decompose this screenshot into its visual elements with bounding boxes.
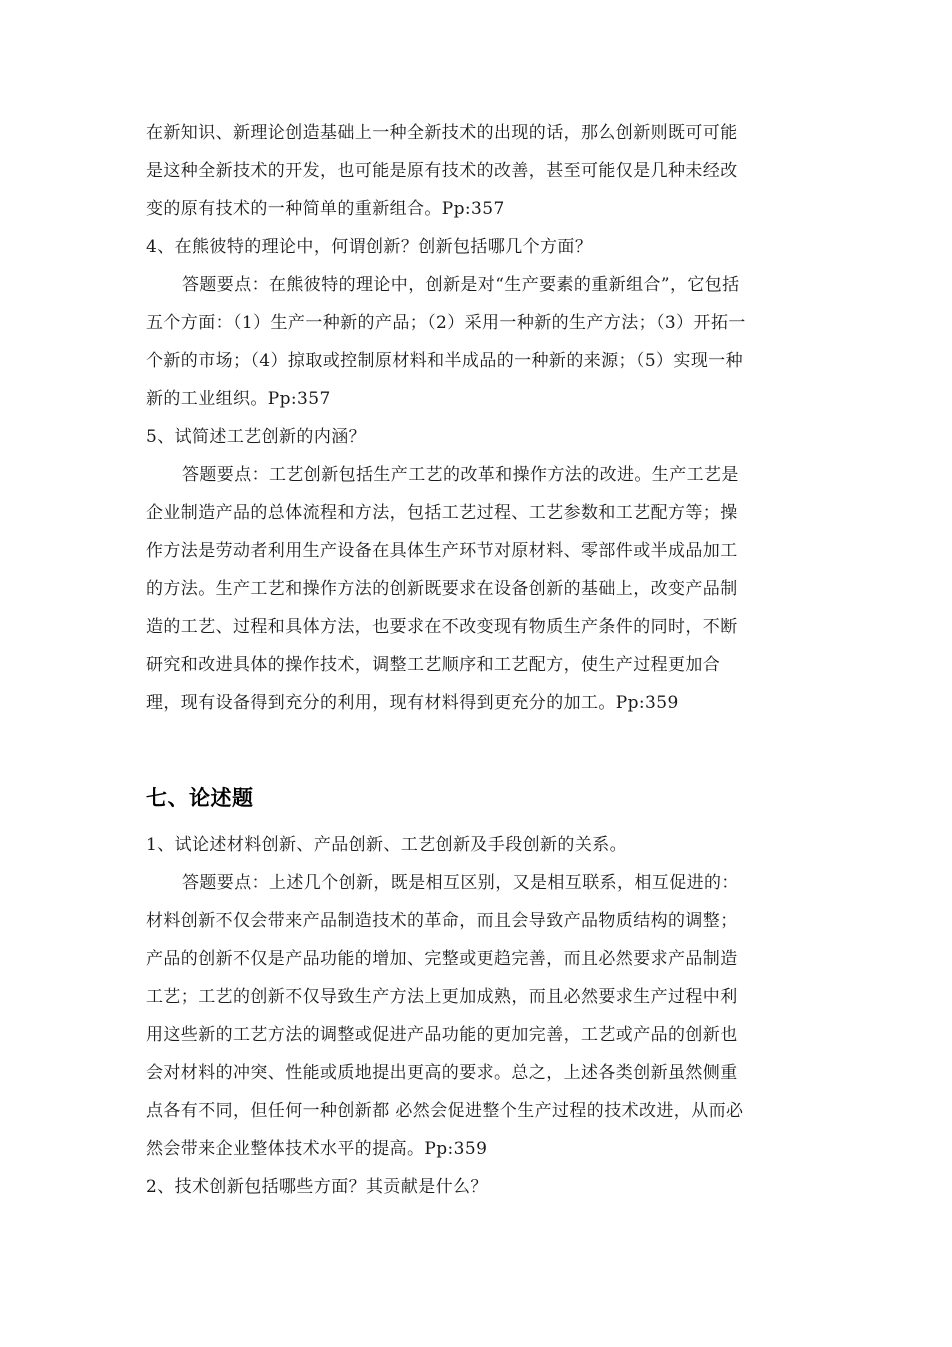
answer-line: 新的工业组织。Pp:357 [146,389,331,409]
answer-line: 然会带来企业整体技术水平的提高。Pp:359 [146,1139,488,1159]
text-line: 是这种全新技术的开发，也可能是原有技术的改善，甚至可能仅是几种未经改 [146,161,738,181]
answer-line: 点各有不同，但任何一种创新都 必然会促进整个生产过程的技术改进，从而必 [146,1101,744,1121]
question-text: 1、试论述材料创新、产品创新、工艺创新及手段创新的关系。 [146,835,628,855]
answer-line: 答题要点：上述几个创新，既是相互区别，又是相互联系，相互促进的： [182,873,739,893]
answer-line: 个新的市场；（4）掠取或控制原材料和半成品的一种新的来源；（5）实现一种 [146,351,744,371]
essay-question-2 [146,1168,810,1206]
question-text: 5、试简述工艺创新的内涵？ [146,427,367,447]
answer-line: 研究和改进具体的操作技术，调整工艺顺序和工艺配方，使生产过程更加合 [146,655,721,675]
answer-line: 会对材料的冲突、性能或质地提出更高的要求。总之，上述各类创新虽然侧重 [146,1063,738,1083]
answer-line: 的方法。生产工艺和操作方法的创新既要求在设备创新的基础上，改变产品制 [146,579,738,599]
answer-line: 产品的创新不仅是产品功能的增加、完整或更趋完善，而且必然要求产品制造 [146,949,738,969]
spacer [146,722,810,760]
continued-paragraph [146,114,810,228]
answer-line: 理，现有设备得到充分的利用，现有材料得到更充分的加工。Pp:359 [146,693,679,713]
question-4 [146,228,810,418]
document-page [146,114,810,1206]
text-line: 变的原有技术的一种简单的重新组合。Pp:357 [146,199,505,219]
essay-question-1 [146,826,810,1168]
answer-line: 作方法是劳动者利用生产设备在具体生产环节对原材料、零部件或半成品加工 [146,541,738,561]
answer-line: 工艺；工艺的创新不仅导致生产方法上更加成熟，而且必然要求生产过程中利 [146,987,738,1007]
answer-line: 五个方面：（1）生产一种新的产品；（2）采用一种新的生产方法；（3）开拓一 [146,313,746,333]
answer-line: 企业制造产品的总体流程和方法，包括工艺过程、工艺参数和工艺配方等；操 [146,503,738,523]
answer-line: 造的工艺、过程和具体方法，也要求在不改变现有物质生产条件的同时，不断 [146,617,738,637]
answer-line: 材料创新不仅会带来产品制造技术的革命，而且会导致产品物质结构的调整； [146,911,738,931]
answer-line: 用这些新的工艺方法的调整或促进产品功能的更加完善，工艺或产品的创新也 [146,1025,738,1045]
question-5 [146,418,810,722]
question-text: 2、技术创新包括哪些方面？其贡献是什么？ [146,1177,488,1197]
section-heading: 七、论述题 [146,786,254,810]
answer-line: 答题要点：工艺创新包括生产工艺的改革和操作方法的改进。生产工艺是 [182,465,739,485]
answer-line: 答题要点：在熊彼特的理论中，创新是对“生产要素的重新组合”，它包括 [182,275,740,295]
question-text: 4、在熊彼特的理论中，何谓创新？创新包括哪几个方面？ [146,237,593,257]
text-line: 在新知识、新理论创造基础上一种全新技术的出现的话，那么创新则既可可能 [146,123,738,143]
